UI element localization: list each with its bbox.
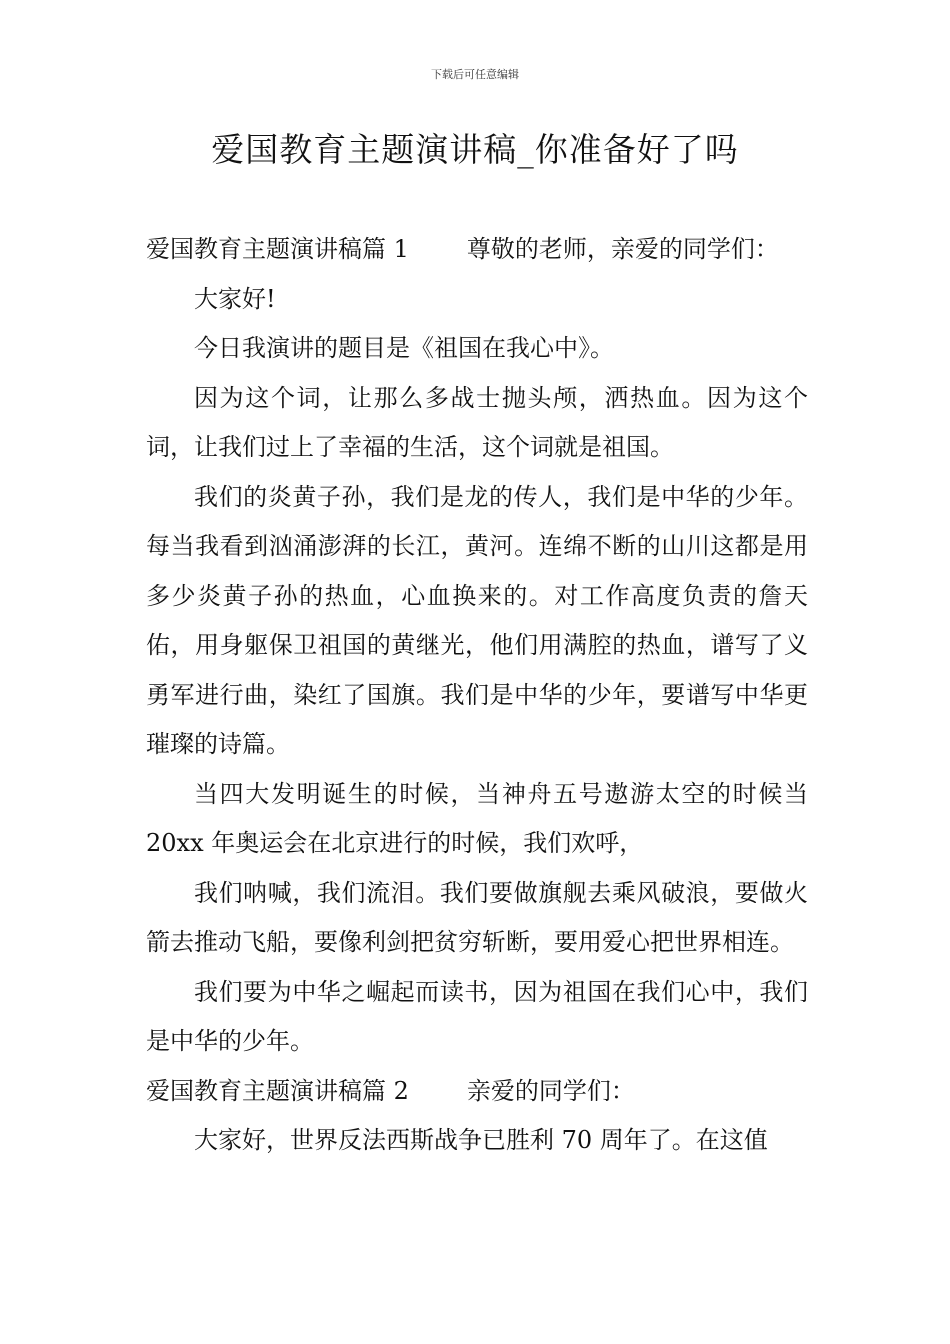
paragraph: 因为这个词，让那么多战士抛头颅，洒热血。因为这个词，让我们过上了幸福的生活，这个词就是祖国。 bbox=[146, 383, 808, 461]
paragraph: 今日我演讲的题目是《祖国在我心中》。 bbox=[194, 334, 614, 362]
paragraph: 我们呐喊，我们流泪。我们要做旗舰去乘风破浪，要做火箭去推动飞船，要像利剑把贫穷斩断，要用爱心把世界相连。 bbox=[146, 878, 808, 956]
document-title: 爱国教育主题演讲稿_你准备好了吗 bbox=[211, 130, 739, 169]
section-1-heading-line bbox=[146, 225, 808, 275]
paragraph: 大家好，世界反法西斯战争已胜利 70 周年了。在这值 bbox=[194, 1126, 768, 1154]
paragraph: 我们的炎黄子孙，我们是龙的传人，我们是中华的少年。每当我看到汹涌澎湃的长江，黄河。连绵不断的山川这都是用多少炎黄子孙的热血，心血换来的。对工作高度负责的詹天佑，用身躯保卫祖国的黄继光，他们用满腔的热血，谱写了义勇军进行曲，染红了国旗。我们是中华的少年，要谱写中华更璀璨的诗篇。 bbox=[146, 482, 808, 758]
section-1-salutation: 尊敬的老师，亲爱的同学们： bbox=[466, 235, 779, 263]
paragraph: 当四大发明诞生的时候，当神舟五号遨游太空的时候当 20xx 年奥运会在北京进行的时候，我们欢呼， bbox=[146, 779, 808, 857]
paragraph: 我们要为中华之崛起而读书，因为祖国在我们心中，我们是中华的少年。 bbox=[146, 977, 808, 1055]
document-body bbox=[146, 225, 808, 1166]
section-1-heading: 爱国教育主题演讲稿篇 1 bbox=[146, 235, 409, 263]
section-2-heading: 爱国教育主题演讲稿篇 2 bbox=[146, 1076, 409, 1105]
paragraph: 大家好! bbox=[194, 284, 276, 313]
section-2-salutation: 亲爱的同学们： bbox=[466, 1076, 635, 1105]
section-2-heading-line bbox=[146, 1067, 808, 1117]
header-note: 下载后可任意编辑 bbox=[431, 68, 519, 81]
